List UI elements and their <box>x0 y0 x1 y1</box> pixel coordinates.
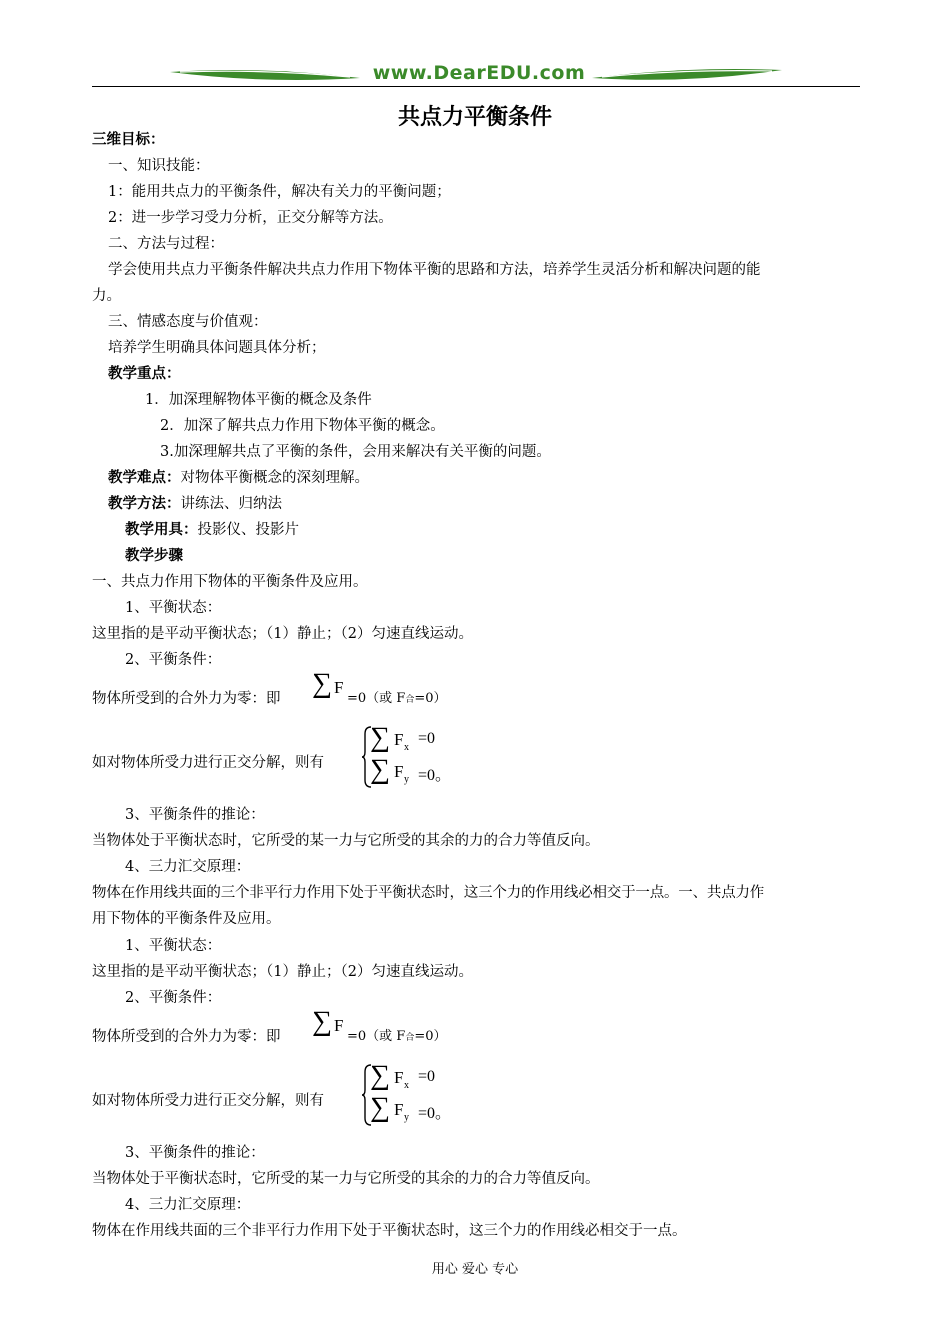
subscript-x: x <box>404 1080 409 1091</box>
method-heading: 二、方法与过程： <box>108 236 224 252</box>
sigma-symbol: ∑ <box>312 668 332 699</box>
force-symbol: F <box>394 730 404 749</box>
section-heading: 一、共点力作用下物体的平衡条件及应用。 <box>92 574 368 590</box>
force-symbol: F <box>394 1068 404 1087</box>
key-points-heading: 教学重点： <box>108 365 181 382</box>
decomposition-line: 如对物体所受力进行正交分解，则有 <box>92 755 324 771</box>
method-text: 讲练法、归纳法 <box>180 496 282 512</box>
objective-item: 2：进一步学习受力分析，正交分解等方法。 <box>108 210 393 226</box>
subsection-heading: 3、平衡条件的推论： <box>125 1145 265 1161</box>
page-title: 共点力平衡条件 <box>397 104 552 130</box>
difficulty-text: 对物体平衡概念的深刻理解。 <box>180 470 369 486</box>
difficulty-label: 教学难点： <box>108 469 181 486</box>
subsection-heading: 4、三力汇交原理： <box>125 1197 251 1213</box>
net-force-text: 物体所受到的合外力为零：即 <box>92 691 281 707</box>
subscript-x: x <box>404 742 409 753</box>
paragraph-text: 培养学生明确具体问题具体分析； <box>108 340 326 356</box>
subsection-heading: 3、平衡条件的推论： <box>125 807 265 823</box>
equals-zero: =0。 <box>418 767 452 784</box>
component-formula <box>362 1062 462 1128</box>
subscript-y: y <box>404 774 409 785</box>
force-symbol: F <box>394 1100 404 1119</box>
paragraph-text: 这里指的是平动平衡状态；（1）静止；（2）匀速直线运动。 <box>92 964 473 980</box>
sigma-symbol: ∑ <box>312 1006 332 1037</box>
difficulty-line <box>108 468 369 488</box>
sigma-symbol: ∑ <box>370 722 390 753</box>
subsection-heading: 2、平衡条件： <box>125 652 222 668</box>
eq-text: =0（或 F <box>347 691 406 706</box>
tools-label: 教学用具： <box>125 521 198 538</box>
subsection-heading: 4、三力汇交原理： <box>125 859 251 875</box>
net-force-equation <box>347 689 447 710</box>
force-symbol: F <box>394 762 404 781</box>
net-force-text: 物体所受到的合外力为零：即 <box>92 1029 281 1045</box>
objective-item: 1：能用共点力的平衡条件，解决有关力的平衡问题； <box>108 184 451 200</box>
subsection-heading: 1、平衡状态： <box>125 600 222 616</box>
page-footer: 用心 爱心 专心 <box>431 1262 519 1277</box>
paragraph-text: 这里指的是平动平衡状态；（1）静止；（2）匀速直线运动。 <box>92 626 473 642</box>
net-force-line <box>92 689 281 709</box>
sigma-symbol: ∑ <box>370 754 390 785</box>
method-line <box>108 494 282 514</box>
paragraph-text: 学会使用共点力平衡条件解决共点力作用下物体平衡的思路和方法，培养学生灵活分析和解决问题的能 <box>108 262 761 278</box>
attitude-heading: 三、情感态度与价值观： <box>108 314 268 330</box>
paragraph-text: 物体在作用线共面的三个非平行力作用下处于平衡状态时，这三个力的作用线必相交于一点。一、共点力作 <box>92 885 765 901</box>
force-symbol: F <box>334 1016 344 1035</box>
eq-end: =0） <box>414 1029 447 1044</box>
paragraph-text: 当物体处于平衡状态时，它所受的某一力与它所受的其余的力的合力等值反向。 <box>92 1171 600 1187</box>
force-symbol: F <box>334 678 344 697</box>
steps-heading: 教学步骤 <box>125 547 183 564</box>
method-label: 教学方法： <box>108 495 181 512</box>
key-point-item: 1．加深理解物体平衡的概念及条件 <box>145 392 372 408</box>
subscript-y: y <box>404 1112 409 1123</box>
eq-subscript: 合 <box>405 695 415 705</box>
right-swoosh-icon <box>592 64 782 86</box>
equals-zero: =0。 <box>418 1105 452 1122</box>
knowledge-heading: 一、知识技能： <box>108 158 210 174</box>
paragraph-text: 物体在作用线共面的三个非平行力作用下处于平衡状态时，这三个力的作用线必相交于一点。 <box>92 1223 687 1239</box>
sigma-symbol: ∑ <box>370 1092 390 1123</box>
component-formula <box>362 724 462 790</box>
key-point-item: 3.加深理解共点了平衡的条件，会用来解决有关平衡的问题。 <box>160 444 551 460</box>
eq-end: =0） <box>414 691 447 706</box>
sigma-symbol: ∑ <box>370 1060 390 1091</box>
logo-text: www.DearEDU.com <box>372 62 586 84</box>
tools-text: 投影仪、投影片 <box>197 522 299 538</box>
equals-zero: =0 <box>418 1068 436 1085</box>
net-force-line <box>92 1027 281 1047</box>
left-swoosh-icon <box>170 64 360 86</box>
net-force-equation <box>347 1027 447 1048</box>
header-rule <box>92 86 860 87</box>
subsection-heading: 1、平衡状态： <box>125 938 222 954</box>
eq-text: =0（或 F <box>347 1029 406 1044</box>
eq-subscript: 合 <box>405 1033 415 1043</box>
equals-zero: =0 <box>418 730 436 747</box>
tools-line <box>125 520 299 540</box>
paragraph-text: 用下物体的平衡条件及应用。 <box>92 911 281 927</box>
decomposition-line: 如对物体所受力进行正交分解，则有 <box>92 1093 324 1109</box>
paragraph-text: 力。 <box>92 288 121 304</box>
paragraph-text: 当物体处于平衡状态时，它所受的某一力与它所受的其余的力的合力等值反向。 <box>92 833 600 849</box>
objectives-heading: 三维目标： <box>92 131 165 148</box>
subsection-heading: 2、平衡条件： <box>125 990 222 1006</box>
key-point-item: 2．加深了解共点力作用下物体平衡的概念。 <box>160 418 445 434</box>
header-banner <box>92 62 860 92</box>
